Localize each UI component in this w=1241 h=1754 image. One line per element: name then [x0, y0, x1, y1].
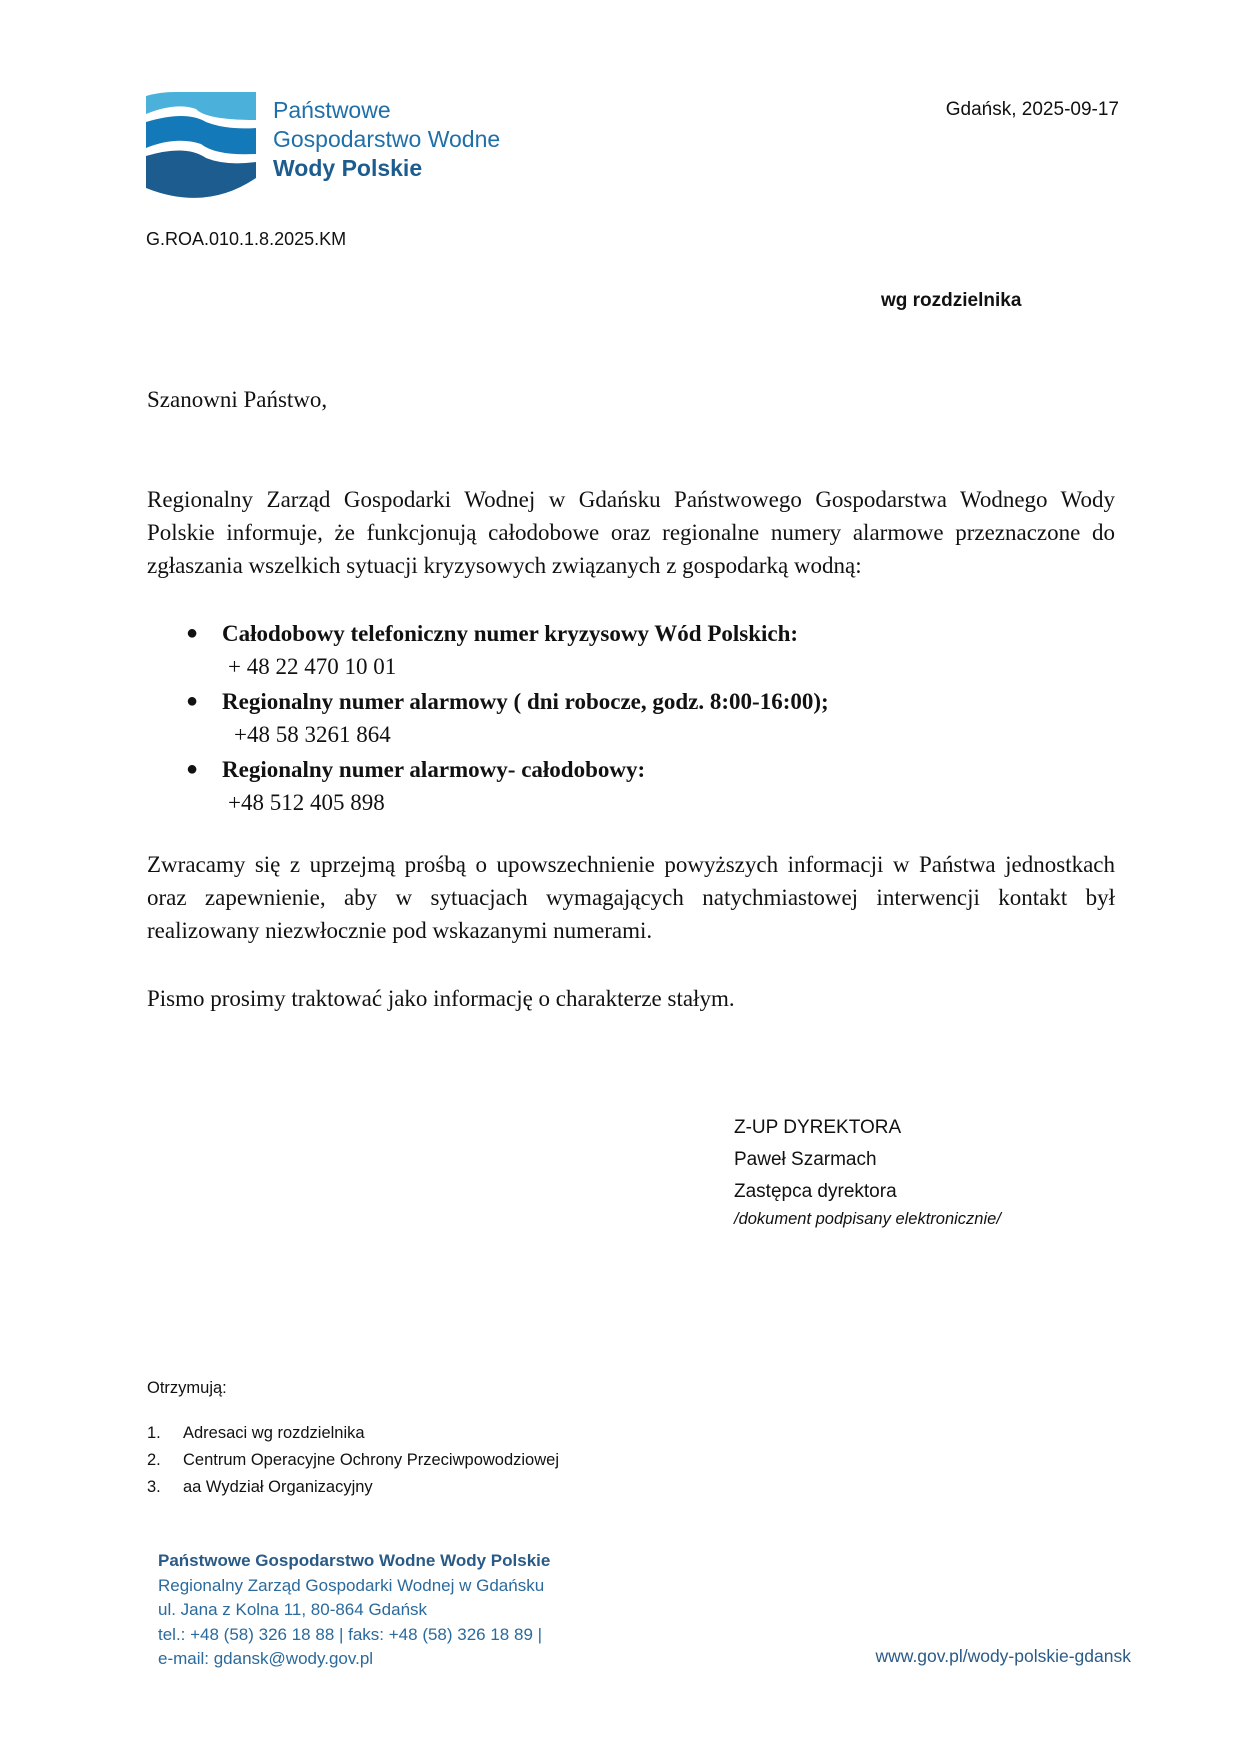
recipient-line: wg rozdzielnika [881, 290, 1022, 311]
item-text: Centrum Operacyjne Ochrony Przeciwpowodziowej [183, 1451, 559, 1469]
alarm-label: Całodobowy telefoniczny numer kryzysowy Wód Polskich: [222, 621, 799, 646]
list-item [147, 1420, 559, 1447]
logo-line-2: Gospodarstwo Wodne [273, 126, 501, 152]
item-number: 3. [147, 1478, 161, 1496]
footer-website-link[interactable]: www.gov.pl/wody-polskie-gdansk [875, 1646, 1131, 1666]
list-item [147, 1447, 559, 1474]
signature-title: Zastępca dyrektora [734, 1181, 897, 1202]
footer-org-name: Państwowe Gospodarstwo Wodne Wody Polskie [158, 1551, 551, 1570]
intro-paragraph: Regionalny Zarząd Gospodarki Wodnej w Gdańsku Państwowego Gospodarstwa Wodnego Wody Polskie informuje, że funkcjonują całodobowe oraz regionalne numery alarmowe przeznaczone do zgłaszania wszelkich sytuacji kryzysowych związanych z gospodarką wodną: [147, 487, 1115, 578]
footer-contact [158, 1549, 550, 1672]
letter-date: Gdańsk, 2025-09-17 [945, 99, 1119, 120]
item-number: 2. [147, 1451, 161, 1469]
request-paragraph: Zwracamy się z uprzejmą prośbą o upowszechnienie powyższych informacji w Państwa jednostkach oraz zapewnienie, aby w sytuacjach wymagających natychmiastowej interwencji kontakt był realizowany niezwłocznie pod wskazanymi numerami. [147, 852, 1115, 943]
reference-number: G.ROA.010.1.8.2025.KM [146, 229, 347, 249]
list-item [147, 617, 1115, 683]
closing-paragraph: Pismo prosimy traktować jako informację o charakterze stałym. [147, 986, 735, 1011]
signature-role: Z-UP DYREKTORA [734, 1117, 902, 1138]
bullet-icon: ● [186, 622, 199, 644]
alarm-phone: +48 58 3261 864 [234, 722, 391, 747]
greeting: Szanowni Państwo, [147, 387, 328, 412]
alarm-phone: +48 512 405 898 [228, 790, 385, 815]
footer-address: ul. Jana z Kolna 11, 80-864 Gdańsk [158, 1600, 428, 1619]
footer-unit: Regionalny Zarząd Gospodarki Wodnej w Gdańsku [158, 1575, 545, 1595]
footer-email[interactable]: e-mail: gdansk@wody.gov.pl [158, 1649, 374, 1668]
alarm-phone: + 48 22 470 10 01 [228, 654, 397, 679]
bullet-icon: ● [186, 690, 199, 712]
wody-polskie-logo [146, 92, 526, 202]
signature-note: /dokument podpisany elektronicznie/ [734, 1210, 1001, 1228]
list-item [147, 1474, 559, 1501]
item-number: 1. [147, 1424, 161, 1442]
alarm-numbers-list [147, 617, 1115, 821]
item-text: Adresaci wg rozdzielnika [183, 1424, 365, 1442]
bullet-icon: ● [186, 758, 199, 780]
distribution-title: Otrzymują: [147, 1379, 227, 1397]
logo-line-3: Wody Polskie [273, 155, 423, 181]
list-item [147, 685, 1115, 751]
list-item [147, 753, 1115, 819]
distribution-list [147, 1420, 559, 1501]
signature-name: Paweł Szarmach [734, 1149, 877, 1170]
alarm-label: Regionalny numer alarmowy ( dni robocze, godz. 8:00-16:00); [222, 689, 829, 714]
signature-block [734, 1112, 1001, 1230]
logo-wordmark [273, 96, 500, 183]
alarm-label: Regionalny numer alarmowy- całodobowy: [222, 757, 646, 782]
item-text: aa Wydział Organizacyjny [183, 1478, 373, 1496]
wave-logo-icon [146, 92, 256, 200]
footer-phones: tel.: +48 (58) 326 18 88 | faks: +48 (58) 326 18 89 | [158, 1624, 543, 1644]
logo-line-1: Państwowe [273, 97, 391, 123]
